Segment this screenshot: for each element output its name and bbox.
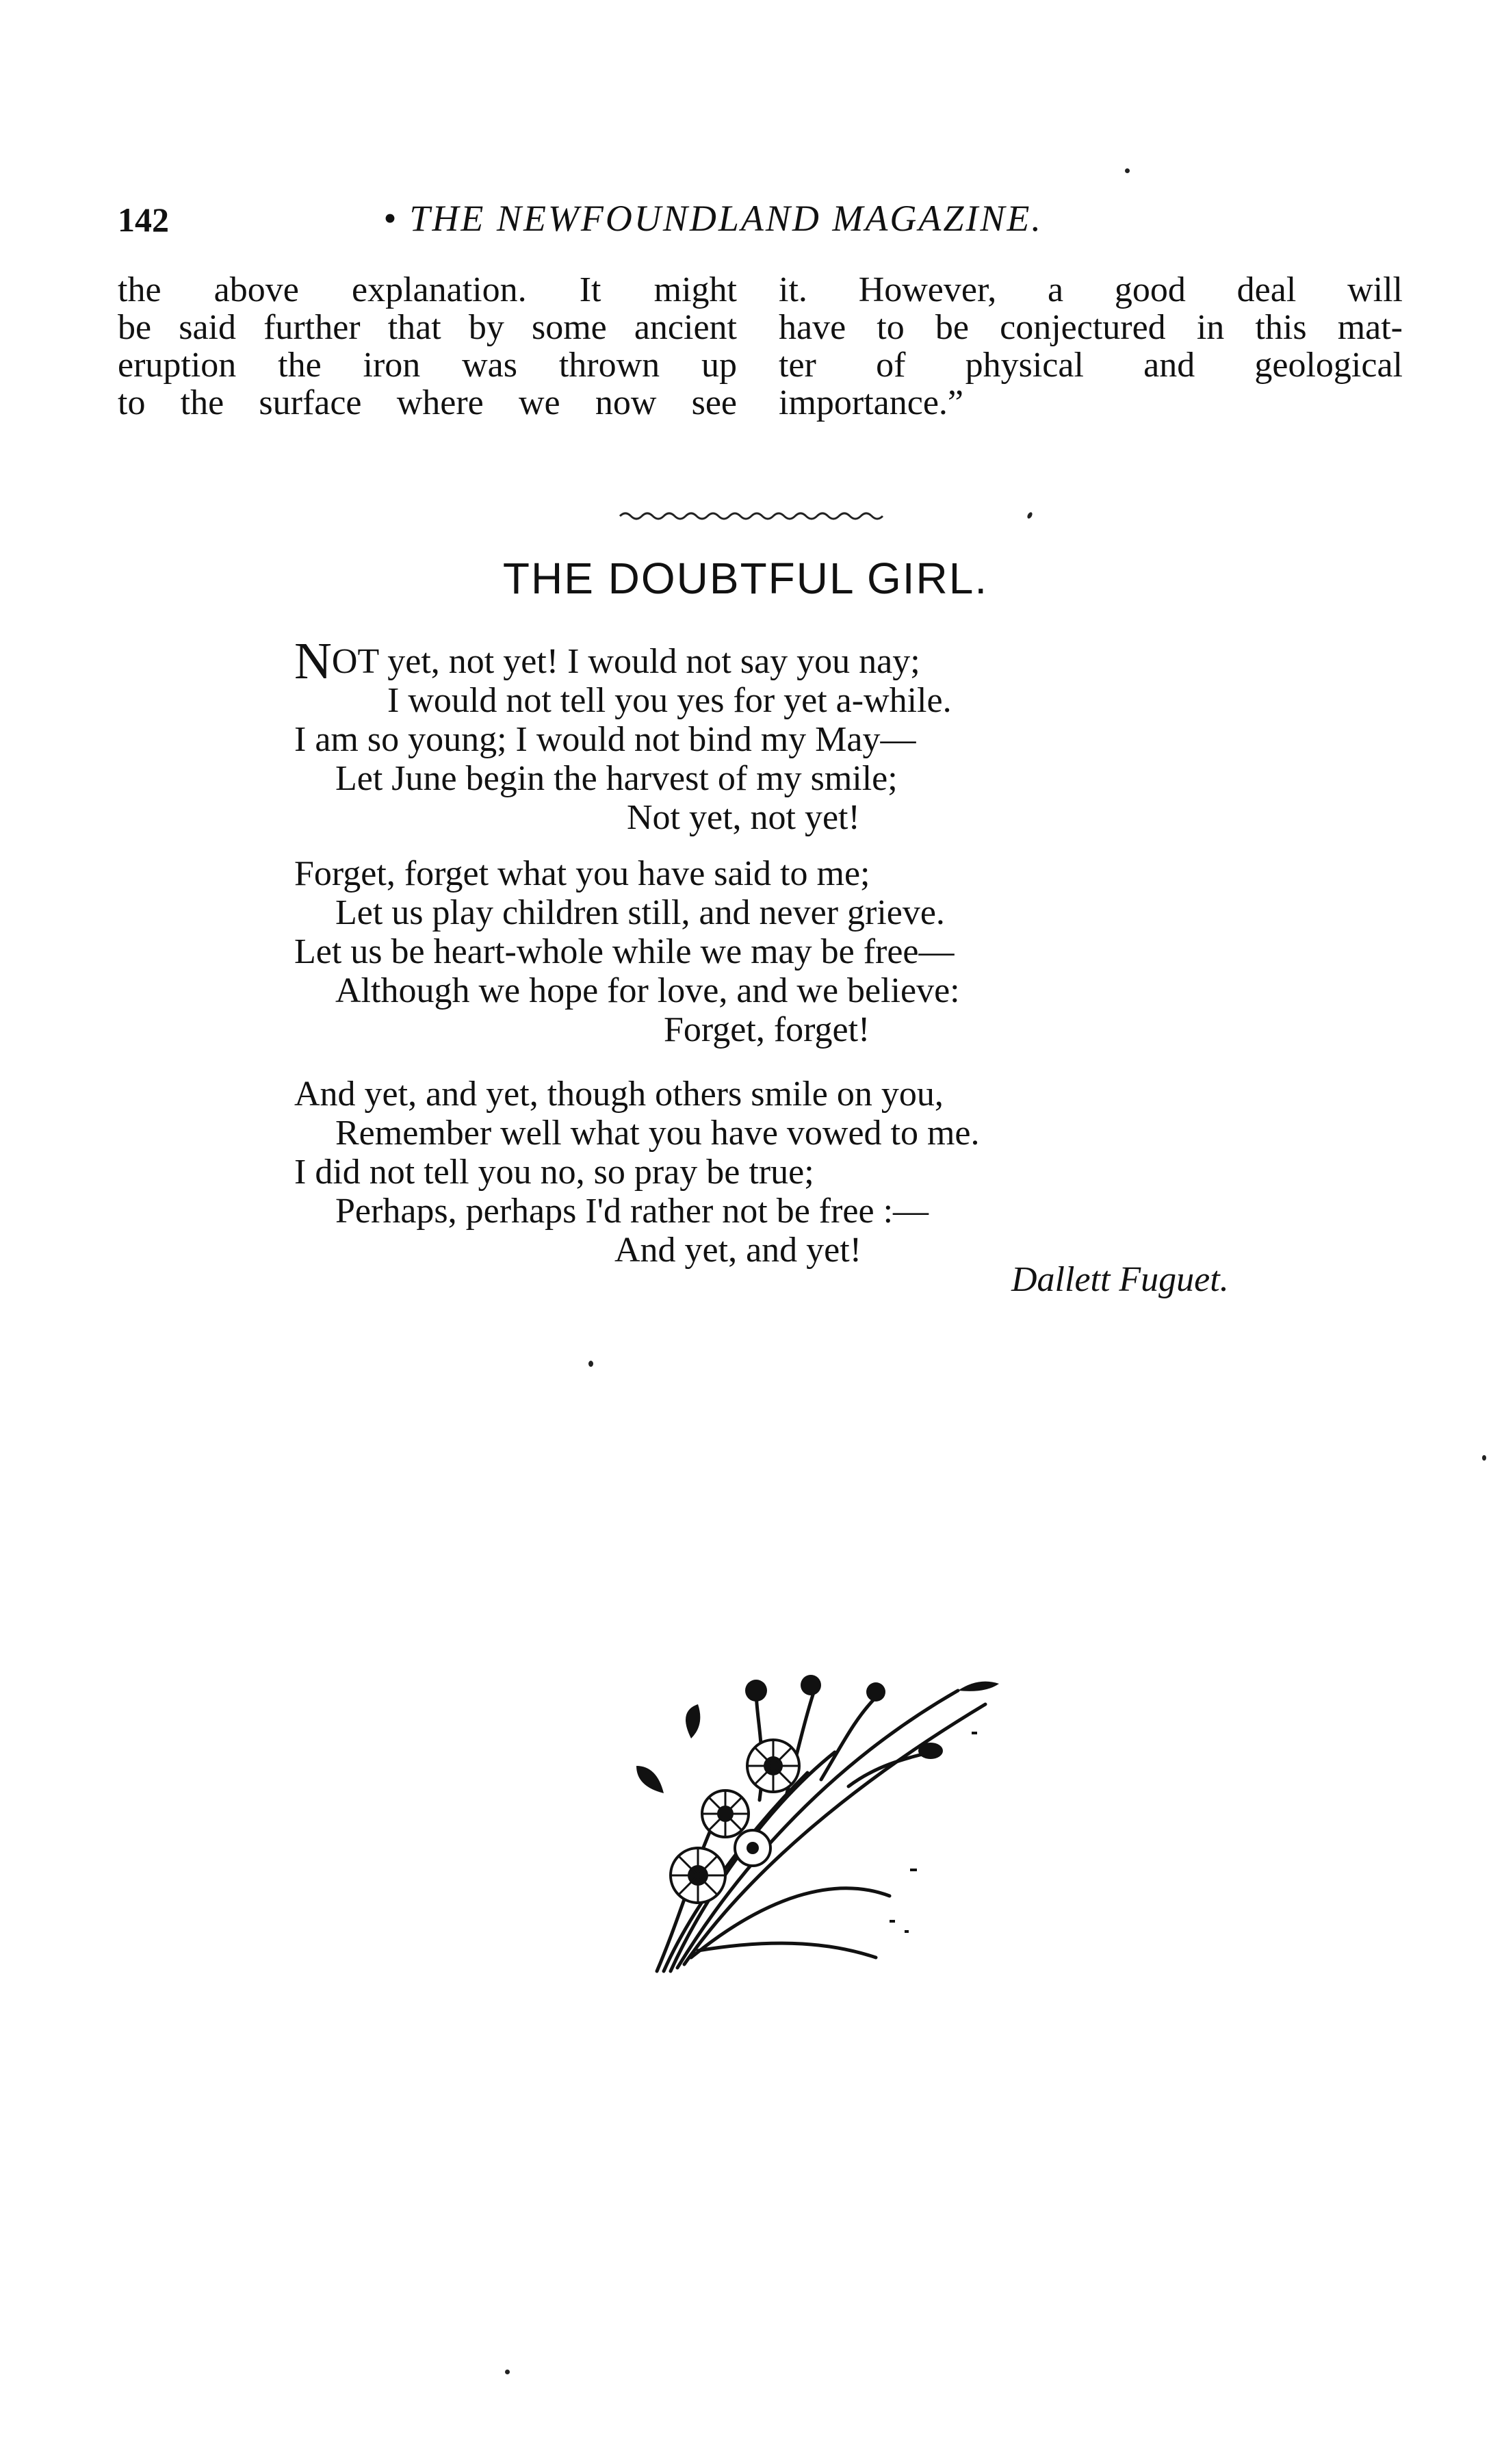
poem-line: And yet, and yet! bbox=[614, 1231, 862, 1270]
wavy-divider-icon bbox=[619, 508, 884, 524]
text-line: the above explanation. It might bbox=[118, 270, 737, 309]
poem-line: Remember well what you have vowed to me. bbox=[335, 1114, 980, 1153]
poem-line: Perhaps, perhaps I'd rather not be free :— bbox=[335, 1192, 929, 1231]
running-title: • THE NEWFOUNDLAND MAGAZINE. bbox=[383, 198, 1043, 239]
text-line: importance.” bbox=[779, 383, 963, 422]
text-line: be said further that by some ancient bbox=[118, 308, 737, 347]
print-speck bbox=[588, 1361, 593, 1367]
poem-line: I did not tell you no, so pray be true; bbox=[294, 1153, 814, 1192]
poem-stanza bbox=[294, 854, 960, 1049]
print-speck bbox=[1482, 1455, 1486, 1461]
print-speck bbox=[1026, 511, 1033, 519]
poem-line-text: OT yet, not yet! I would not say you nay; bbox=[331, 642, 920, 681]
print-speck bbox=[505, 2370, 510, 2374]
poem-line: Although we hope for love, and we believe: bbox=[335, 971, 960, 1010]
poem-stanza bbox=[294, 632, 952, 837]
drop-cap: N bbox=[294, 632, 332, 690]
article-left-column bbox=[118, 271, 737, 422]
text-line: to the surface where we now see bbox=[118, 383, 737, 422]
poem-line: Let us play children still, and never grieve. bbox=[335, 893, 945, 932]
article-right-column bbox=[779, 271, 1403, 422]
poem-line: I am so young; I would not bind my May— bbox=[294, 720, 916, 759]
poem-line: And yet, and yet, though others smile on you, bbox=[294, 1075, 944, 1114]
poem-line: Forget, forget what you have said to me; bbox=[294, 854, 870, 893]
poem-line: Forget, forget! bbox=[664, 1010, 870, 1049]
text-line: have to be conjectured in this mat- bbox=[779, 308, 1403, 347]
poem-stanza bbox=[294, 1075, 980, 1270]
print-speck bbox=[1125, 168, 1130, 173]
page-number: 142 bbox=[118, 201, 169, 239]
poem-title: THE DOUBTFUL GIRL. bbox=[502, 554, 989, 603]
poem-line: Let June begin the harvest of my smile; bbox=[335, 759, 898, 798]
text-line: it. However, a good deal will bbox=[779, 270, 1403, 309]
poem-line: I would not tell you yes for yet a-while. bbox=[387, 681, 952, 720]
flower-bouquet-icon bbox=[588, 1650, 999, 1978]
text-line: eruption the iron was thrown up bbox=[118, 346, 737, 385]
poem-line: Let us be heart-whole while we may be free— bbox=[294, 932, 955, 971]
text-line: ter of physical and geological bbox=[779, 346, 1403, 385]
poem-author: Dallett Fuguet. bbox=[1011, 1260, 1229, 1299]
poem-line bbox=[294, 632, 952, 690]
poem-line: Not yet, not yet! bbox=[627, 798, 860, 837]
